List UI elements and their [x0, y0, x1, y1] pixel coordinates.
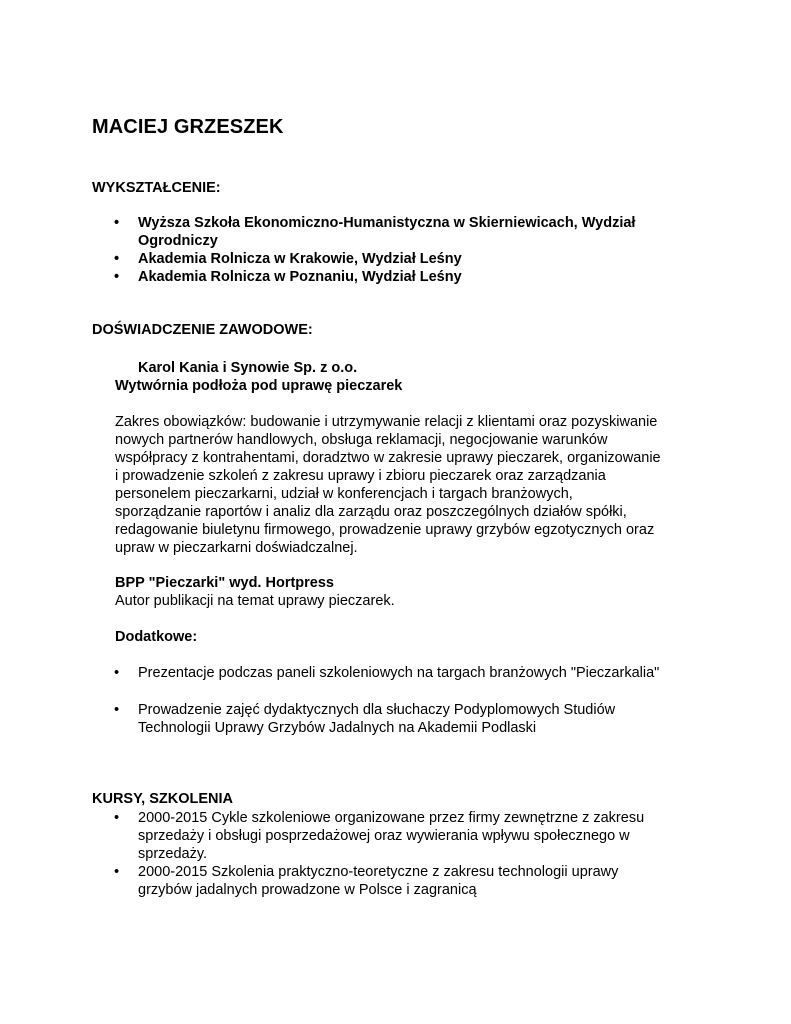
education-item-line: Ogrodniczy [138, 233, 218, 249]
duties-line: nowych partnerów handlowych, obsługa reklamacji, negocjowanie warunków [115, 432, 608, 448]
company-description: Wytwórnia podłoża pod uprawę pieczarek [115, 378, 403, 394]
list-item [92, 701, 712, 737]
education-item-line: Wyższa Szkoła Ekonomiczno-Humanistyczna w Skierniewicach, Wydział [138, 215, 636, 231]
courses-list [92, 809, 712, 899]
duties-line: Zakres obowiązków: budowanie i utrzymywanie relacji z klientami oraz pozyskiwanie [115, 414, 658, 430]
course-item-line: sprzedaży. [138, 846, 208, 862]
duties-line: upraw w pieczarkarni doświadczalnej. [115, 540, 358, 556]
additional-heading: Dodatkowe: [115, 629, 198, 645]
person-name: MACIEJ GRZESZEK [92, 116, 284, 138]
list-item [92, 664, 712, 682]
bullet-icon: • [114, 810, 120, 826]
duties-line: współpracy z kontrahentami, doradztwo w zakresie uprawy pieczarek, organizowanie [115, 450, 661, 466]
bullet-icon: • [114, 864, 120, 880]
additional-list [92, 664, 712, 682]
education-item-line: Akademia Rolnicza w Krakowie, Wydział Leśny [138, 251, 462, 267]
list-item [92, 268, 712, 286]
course-item-line: sprzedaży i obsługi posprzedażowej oraz wywierania wpływu społecznego w [138, 828, 630, 844]
course-item-line: 2000-2015 Cykle szkoleniowe organizowane przez firmy zewnętrzne z zakresu [138, 810, 645, 826]
bullet-icon: • [114, 215, 120, 231]
list-item [92, 863, 712, 899]
list-item [92, 809, 712, 863]
additional-item-line: Technologii Uprawy Grzybów Jadalnych na Akademii Podlaski [138, 720, 537, 736]
bullet-icon: • [114, 251, 120, 267]
courses-heading: KURSY, SZKOLENIA [92, 791, 233, 807]
list-item [92, 250, 712, 268]
additional-item-line: Prezentacje podczas paneli szkoleniowych na targach branżowych "Pieczarkalia" [138, 665, 660, 681]
bullet-icon: • [114, 665, 120, 681]
education-item-line: Akademia Rolnicza w Poznaniu, Wydział Leśny [138, 269, 462, 285]
course-item-line: 2000-2015 Szkolenia praktyczno-teoretyczne z zakresu technologii uprawy [138, 864, 619, 880]
education-heading: WYKSZTAŁCENIE: [92, 180, 221, 196]
additional-list-2 [92, 701, 712, 737]
duties-line: redagowanie biuletynu firmowego, prowadzenie uprawy grzybów egzotycznych oraz [115, 522, 655, 538]
experience-heading: DOŚWIADCZENIE ZAWODOWE: [92, 322, 313, 338]
additional-item-line: Prowadzenie zajęć dydaktycznych dla słuchaczy Podyplomowych Studiów [138, 702, 616, 718]
bpp-text: Autor publikacji na temat uprawy pieczarek. [115, 593, 395, 609]
bullet-icon: • [114, 702, 120, 718]
duties-line: sporządzanie raportów i analiz dla zarządu oraz poszczególnych działów spółki, [115, 504, 627, 520]
list-item [92, 214, 712, 250]
company-name: Karol Kania i Synowie Sp. z o.o. [138, 360, 358, 376]
bullet-icon: • [114, 269, 120, 285]
duties-paragraph [115, 413, 715, 557]
education-list [92, 214, 712, 286]
course-item-line: grzybów jadalnych prowadzone w Polsce i zagranicą [138, 882, 477, 898]
bpp-title: BPP "Pieczarki" wyd. Hortpress [115, 575, 334, 591]
duties-line: personelem pieczarkarni, udział w konferencjach i targach branżowych, [115, 486, 573, 502]
duties-line: i prowadzenie szkoleń z zakresu uprawy i zbioru pieczarek oraz zarządzania [115, 468, 606, 484]
